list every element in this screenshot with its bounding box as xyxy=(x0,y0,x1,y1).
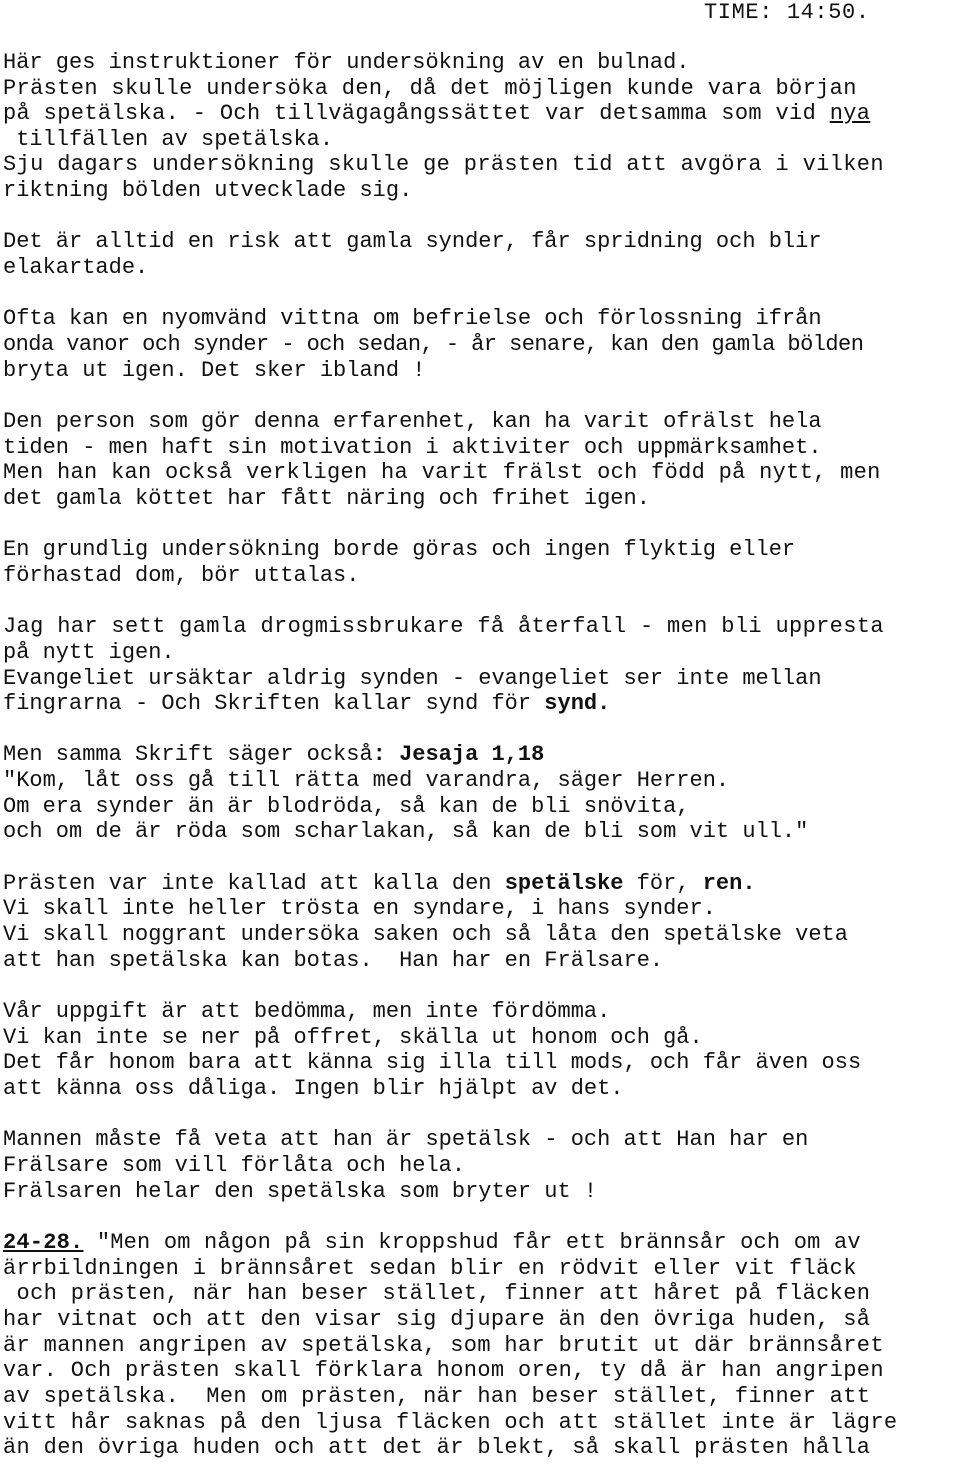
text-run: Vi skall inte heller trösta en syndare, i hans synder. xyxy=(3,896,716,921)
text-line xyxy=(3,794,690,820)
text-line xyxy=(3,1384,870,1410)
text-run: : Jesaja 1,18 xyxy=(372,742,545,767)
text-line xyxy=(3,178,412,204)
text-run: tillfällen av spetälska. xyxy=(3,127,334,152)
time-header: TIME: 14:50. xyxy=(704,0,870,25)
text-run: bryta ut igen. Det sker ibland ! xyxy=(3,358,426,383)
text-line xyxy=(3,1307,870,1333)
text-line xyxy=(3,948,663,974)
text-run: Evangeliet ursäktar aldrig synden - evangeliet ser inte mellan xyxy=(3,666,822,691)
text-line xyxy=(3,1127,808,1153)
text-line xyxy=(3,1230,861,1256)
text-line xyxy=(3,614,884,640)
text-run: En grundlig undersökning borde göras och ingen flyktig eller xyxy=(3,537,796,562)
text-line xyxy=(3,1153,465,1179)
text-run: vitt hår saknas på den ljusa fläcken och att stället inte är lägre xyxy=(3,1410,898,1435)
text-run: onda vanor och synder - och sedan, - år senare, kan den gamla bölden xyxy=(3,332,864,357)
text-line xyxy=(3,1281,870,1307)
text-run: fingrarna - Och Skriften kallar synd för xyxy=(3,691,545,716)
text-run: ärrbildningen i brännsåret sedan blir en rödvit eller vit fläck xyxy=(3,1256,857,1281)
text-run: Ofta kan en nyomvänd vittna om befrielse och förlossning ifrån xyxy=(3,306,822,331)
text-run: Jag har sett gamla drogmissbrukare få återfall - men bli uppresta xyxy=(3,614,884,639)
text-run: på spetälska. - Och tillvägagångssättet var detsamma som vid xyxy=(3,101,830,126)
text-line xyxy=(3,229,822,255)
text-run: att han spetälska kan botas. Han har en Frälsare. xyxy=(3,948,664,973)
text-run: elakartade. xyxy=(3,255,149,280)
text-line xyxy=(3,152,884,178)
text-line xyxy=(3,1256,857,1282)
text-line xyxy=(3,101,870,127)
text-run: Frälsaren helar den spetälska som bryter ut ! xyxy=(3,1179,598,1204)
text-line xyxy=(3,76,857,102)
text-run: ren. xyxy=(702,871,756,896)
text-line xyxy=(3,1179,597,1205)
text-line xyxy=(3,435,822,461)
text-run: Mannen måste få veta att han är spetälsk - och att Han har en xyxy=(3,1127,809,1152)
text-run: av spetälska. Men om prästen, när han beser stället, finner att xyxy=(3,1384,871,1409)
text-line xyxy=(3,1025,703,1051)
text-run: Sju dagars undersökning skulle ge prästen tid att avgöra i vilken xyxy=(3,152,884,177)
text-run: är mannen angripen av spetälska, som har brutit ut där brännsåret xyxy=(3,1333,884,1358)
text-run: förhastad dom, bör uttalas. xyxy=(3,563,360,588)
text-run: Vi skall noggrant undersöka saken och så låta den spetälske veta xyxy=(3,922,848,947)
text-run: var. Och prästen skall förklara honom oren, ty då är han angripen xyxy=(3,1358,884,1383)
text-line xyxy=(3,896,716,922)
text-line xyxy=(3,1333,884,1359)
text-run: tiden - men haft sin motivation i aktiviter och uppmärksamhet. xyxy=(3,435,822,460)
text-line xyxy=(3,332,863,358)
text-run: 24-28. xyxy=(3,1230,84,1255)
text-run: spetälske xyxy=(504,871,624,896)
text-line xyxy=(3,486,650,512)
text-run: att känna oss dåliga. Ingen blir hjälpt av det. xyxy=(3,1076,624,1101)
text-line xyxy=(3,640,175,666)
text-run: Prästen skulle undersöka den, då det möjligen kunde vara början xyxy=(3,76,857,101)
text-line xyxy=(3,691,610,717)
text-run: Men samma Skrift säger också xyxy=(3,742,373,767)
text-run: för, xyxy=(623,871,703,896)
text-line xyxy=(3,871,756,897)
text-run: Om era synder än är blodröda, så kan de bli snövita, xyxy=(3,794,690,819)
text-run: och om de är röda som scharlakan, så kan de bli som vit ull." xyxy=(3,819,809,844)
text-line xyxy=(3,999,610,1025)
text-run: "Kom, låt oss gå till rätta med varandra, säger Herren. xyxy=(3,768,730,793)
text-line xyxy=(3,306,822,332)
text-line xyxy=(3,255,148,281)
text-run: riktning bölden utvecklade sig. xyxy=(3,178,413,203)
text-line xyxy=(3,1076,624,1102)
text-line xyxy=(3,666,822,692)
text-run: har vitnat och att den visar sig djupare än den övriga huden, så xyxy=(3,1307,871,1332)
text-run: på nytt igen. xyxy=(3,640,175,665)
text-line xyxy=(3,1050,861,1076)
text-line xyxy=(3,819,808,845)
text-run: Det är alltid en risk att gamla synder, får spridning och blir xyxy=(3,229,822,254)
text-run: Det får honom bara att känna sig illa till mods, och får även oss xyxy=(3,1050,862,1075)
text-run: och prästen, när han beser stället, finner att håret på fläcken xyxy=(3,1281,871,1306)
text-run: Den person som gör denna erfarenhet, kan ha varit ofrälst hela xyxy=(3,409,822,434)
text-line xyxy=(3,537,795,563)
text-run: Vi kan inte se ner på offret, skälla ut honom och gå. xyxy=(3,1025,703,1050)
text-line xyxy=(3,409,822,435)
text-line xyxy=(3,1410,897,1436)
text-line xyxy=(3,358,425,384)
text-line xyxy=(3,922,848,948)
text-line xyxy=(3,127,333,153)
text-run: Frälsare som vill förlåta och hela. xyxy=(3,1153,466,1178)
text-line xyxy=(3,1358,884,1384)
text-line xyxy=(3,742,544,768)
text-run: nya xyxy=(829,101,871,126)
text-run: synd. xyxy=(544,691,611,716)
text-run: Vår uppgift är att bedömma, men inte fördömma. xyxy=(3,999,611,1024)
text-run: "Men om någon på sin kroppshud får ett brännsår och om av xyxy=(83,1230,861,1255)
text-run: Här ges instruktioner för undersökning av en bulnad. xyxy=(3,50,690,75)
text-run: Men han kan också verkligen ha varit frälst och född på nytt, men xyxy=(3,460,881,485)
text-line xyxy=(3,460,881,486)
text-line xyxy=(3,50,690,76)
text-line xyxy=(3,1435,870,1461)
text-run: Prästen var inte kallad att kalla den xyxy=(3,871,505,896)
text-line xyxy=(3,768,729,794)
text-line xyxy=(3,563,359,589)
text-run: än den övriga huden och att det är blekt, så skall prästen hålla xyxy=(3,1435,871,1460)
text-run: det gamla köttet har fått näring och frihet igen. xyxy=(3,486,650,511)
